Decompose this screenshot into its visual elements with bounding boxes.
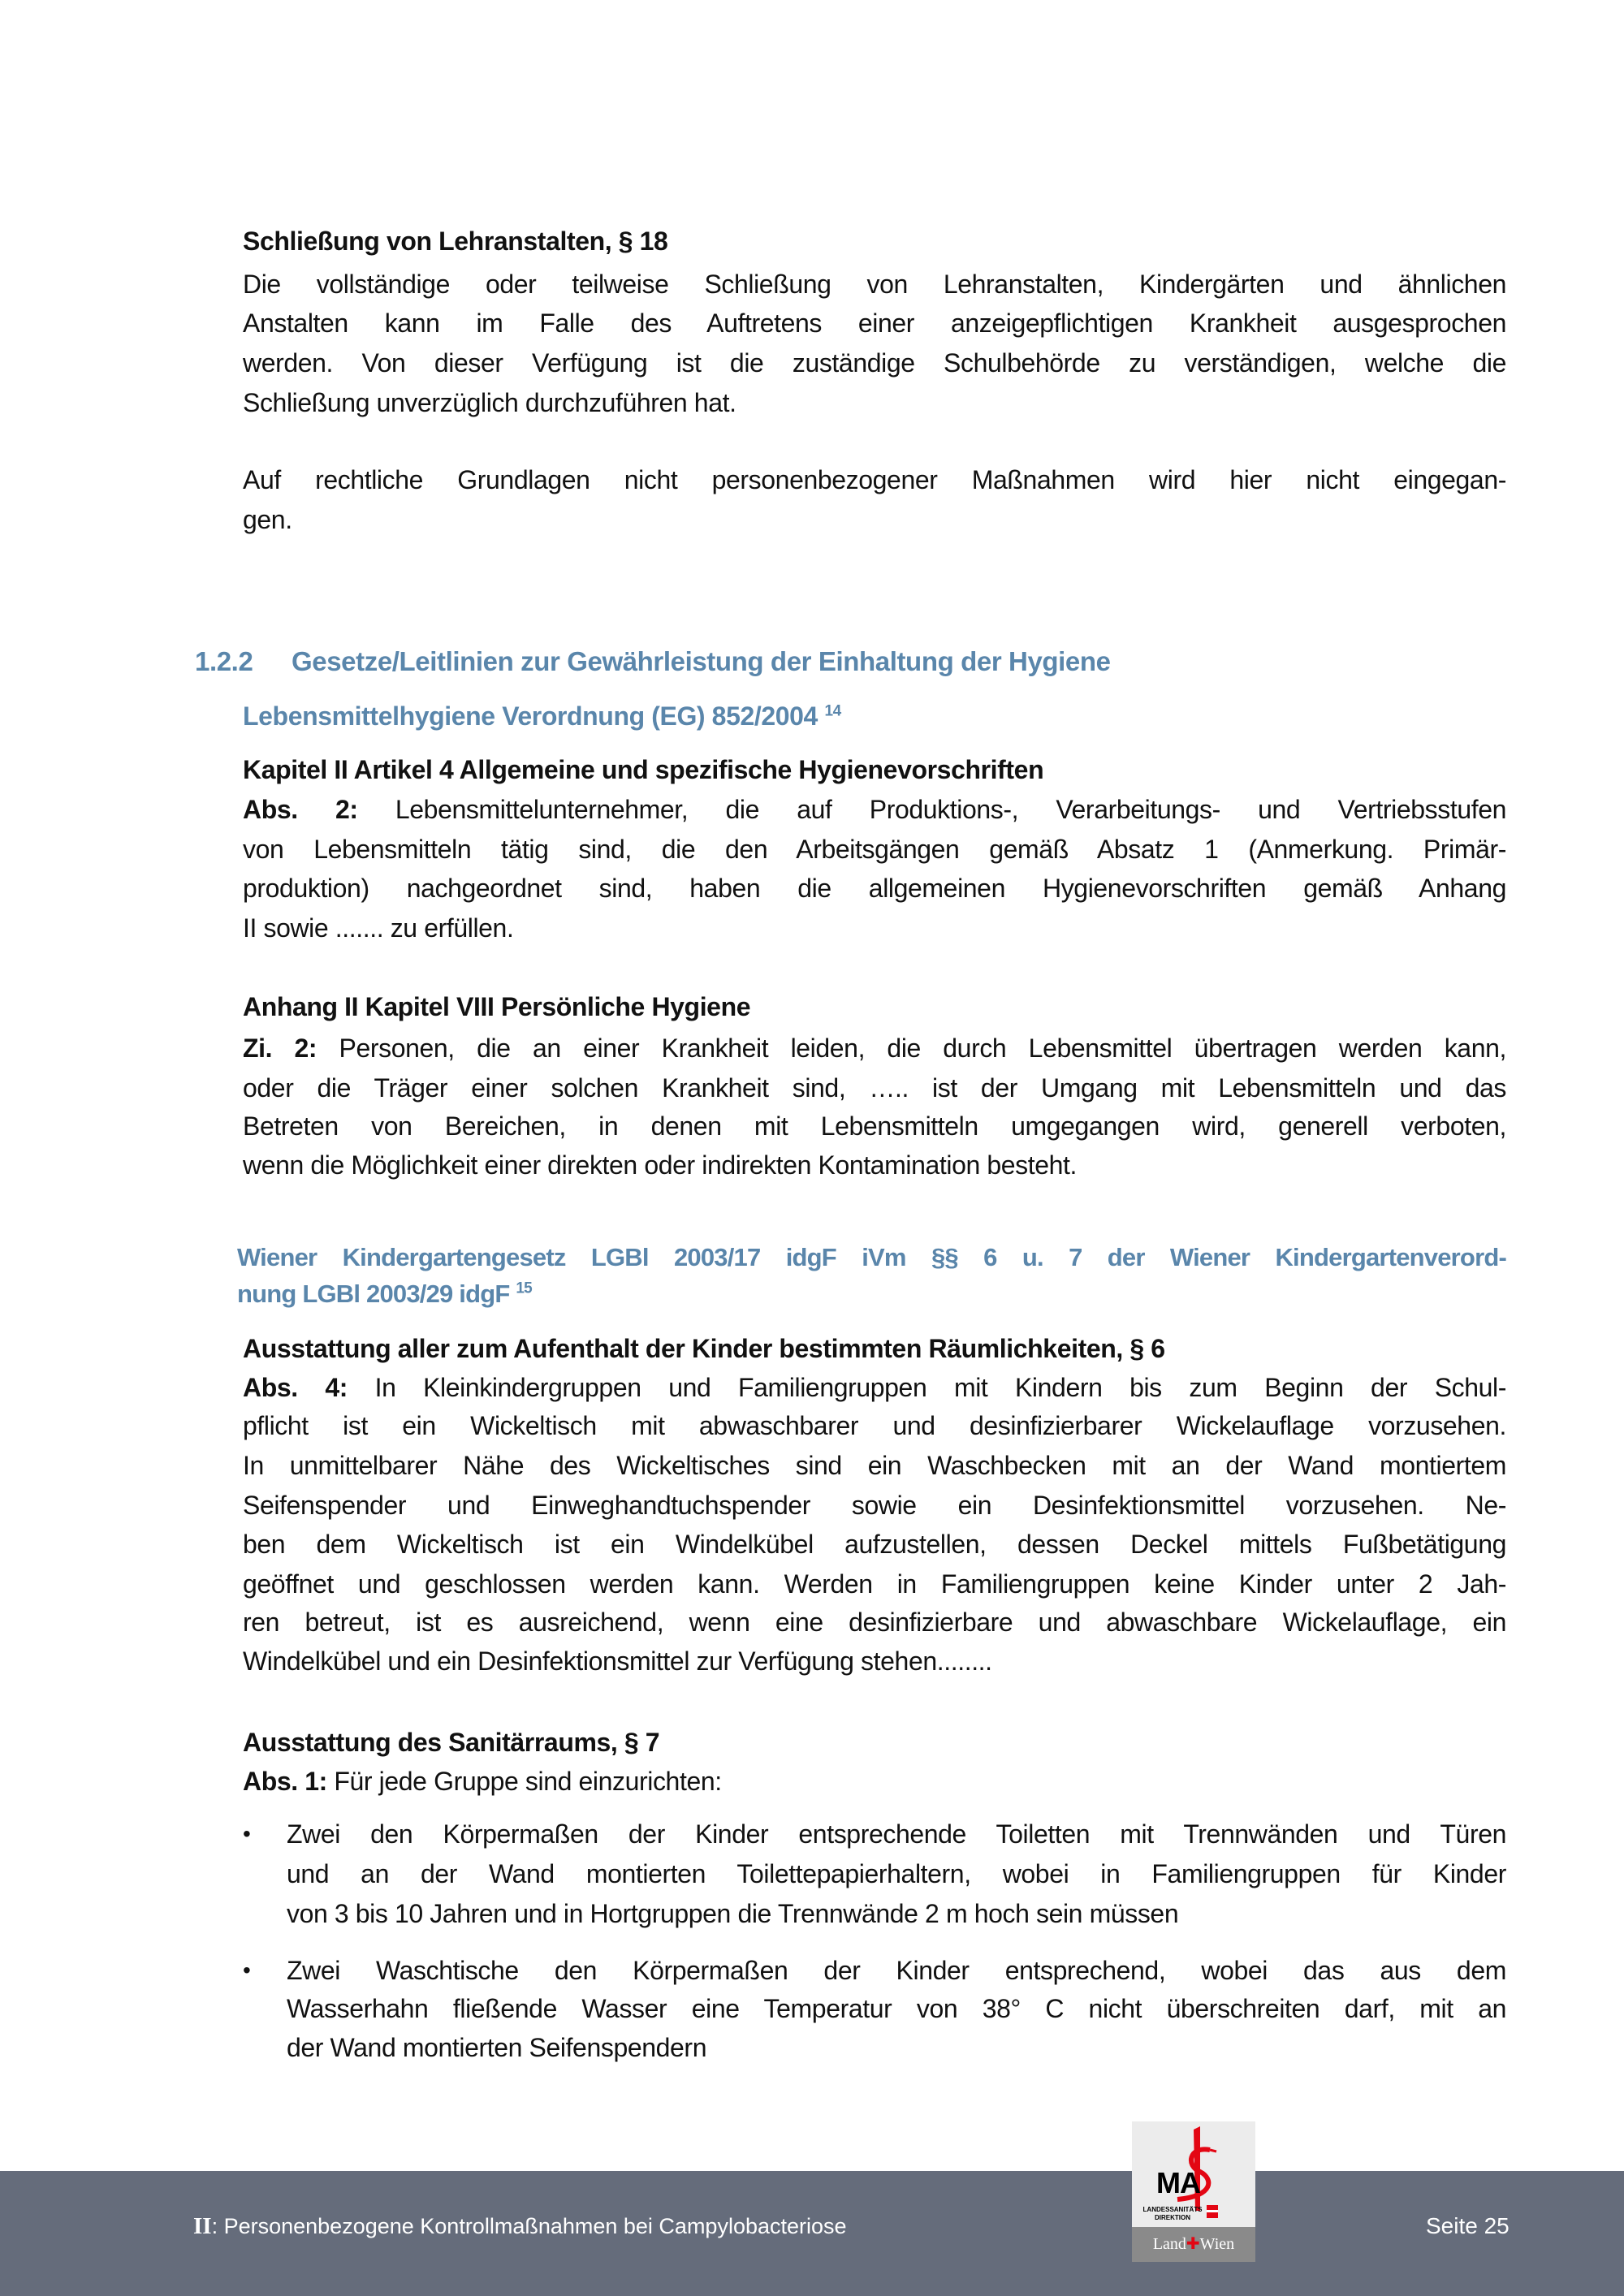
paragraph-label: Abs. 4: [243,1373,348,1402]
regulation-title: nung LGBl 2003/29 idgF [237,1280,510,1308]
paragraph-text: Für jede Gruppe sind einzurichten: [334,1767,722,1796]
paragraph-line: Windelkübel und ein Desinfektionsmittel zur Verfügung stehen........ [243,1646,992,1676]
footnote-ref[interactable]: 15 [516,1280,532,1297]
paragraph-line: gen. [243,505,292,534]
paragraph-line: Betreten von Bereichen, in denen mit Lebensmitteln umgegangen wird, generell verboten, [243,1111,1506,1141]
paragraph-line [243,1761,1506,1802]
article-title: Kapitel II Artikel 4 Allgemeine und spezifische Hygienevorschriften [243,755,1044,784]
article-title: Ausstattung des Sanitärraums, § 7 [243,1728,660,1757]
paragraph-line: Die vollständige oder teilweise Schließung von Lehranstalten, Kindergärten und ähnlichen [243,270,1506,299]
paragraph-line: wenn die Möglichkeit einer direkten oder indirekten Kontamination besteht. [243,1150,1078,1180]
paragraph-line [243,1028,1506,1068]
paragraph-line: oder die Träger einer solchen Krankheit sind, ….. ist der Umgang mit Lebensmitteln und das [243,1073,1506,1103]
article-title: Anhang II Kapitel VIII Persönliche Hygiene [243,992,751,1021]
paragraph-line: werden. Von dieser Verfügung ist die zuständige Schulbehörde zu verständigen, welche die [243,348,1506,378]
list-item-line: und an der Wand montierten Toilettepapierhaltern, wobei in Familiengruppen für Kinder [287,1859,1506,1888]
regulation-heading [243,696,1506,736]
footnote-ref[interactable]: 14 [824,702,841,720]
footer-part: II [193,2213,212,2239]
paragraph-text: Personen, die an einer Krankheit leiden, die durch Lebensmittel übertragen werden kann, [339,1034,1506,1063]
footer-title [193,2208,847,2244]
paragraph-line: Anstalten kann im Falle des Auftretens einer anzeigepflichtigen Krankheit ausgesprochen [243,309,1506,338]
section-number: 1.2.2 [195,646,253,676]
paragraph-line: geöffnet und geschlossen werden kann. Werden in Familiengruppen keine Kinder unter 2 Jah- [243,1569,1506,1599]
paragraph-label: Zi. 2: [243,1034,317,1063]
regulation-title: Lebensmittelhygiene Verordnung (EG) 852/2004 [243,701,818,731]
paragraph-line: von Lebensmitteln tätig sind, die den Arbeitsgängen gemäß Absatz 1 (Anmerkung. Primär- [243,835,1506,864]
page-number: Seite 25 [1426,2213,1510,2238]
regulation-heading: Wiener Kindergartengesetz LGBl 2003/17 idgF iVm §§ 6 u. 7 der Wiener Kindergartenverord- [237,1243,1506,1271]
paragraph-text: Lebensmittelunternehmer, die auf Produktions-, Verarbeitungs- und Vertriebsstufen [395,795,1506,824]
paragraph-line: II sowie ....... zu erfüllen. [243,913,514,943]
logo-ma: MA [1156,2166,1200,2199]
logo-brand: Land✚Wien [1152,2235,1235,2253]
paragraph-line [243,1367,1506,1408]
paragraph-line: Schließung unverzüglich durchzuführen hat. [243,388,736,417]
paragraph-line: produktion) nachgeordnet sind, haben die allgemeinen Hygienevorschriften gemäß Anhang [243,874,1506,903]
footer-chapter: : Personenbezogene Kontrollmaßnahmen bei Campylobacteriose [211,2214,847,2238]
paragraph-line: pflicht ist ein Wickeltisch mit abwaschbarer und desinfizierbarer Wickelauflage vorzusehen. [243,1411,1506,1440]
article-title: Ausstattung aller zum Aufenthalt der Kinder bestimmten Räumlichkeiten, § 6 [243,1334,1165,1363]
bullet-icon: • [243,1957,251,1983]
logo-text: LANDESSANITÄTS DIREKTION [1142,2206,1203,2221]
paragraph-line: Auf rechtliche Grundlagen nicht personenbezogener Maßnahmen wird hier nicht eingegan- [243,465,1506,494]
paragraph-label: Abs. 1: [243,1767,327,1796]
bullet-icon: • [243,1821,251,1846]
paragraph-line: ren betreut, ist es ausreichend, wenn eine desinfizierbare und abwaschbare Wickelauflage, ein [243,1608,1506,1637]
section-title: Schließung von Lehranstalten, § 18 [243,227,668,256]
list-item-line: von 3 bis 10 Jahren und in Hortgruppen die Trennwände 2 m hoch sein müssen [287,1899,1179,1928]
ma15-logo [1132,2121,1255,2262]
list-item-line: Wasserhahn fließende Wasser eine Temperatur von 38° C nicht überschreiten darf, mit an [287,1994,1506,2023]
regulation-heading [237,1274,1501,1314]
list-item-line: Zwei Waschtische den Körpermaßen der Kinder entsprechend, wobei das aus dem [287,1956,1506,1985]
list-item-line: Zwei den Körpermaßen der Kinder entsprechende Toiletten mit Trennwänden und Türen [287,1819,1506,1849]
paragraph-line: ben dem Wickeltisch ist ein Windelkübel aufzustellen, dessen Deckel mittels Fußbetätigung [243,1530,1506,1559]
list-item-line: der Wand montierten Seifenspendern [287,2033,707,2062]
paragraph-label: Abs. 2: [243,795,358,824]
paragraph-line [243,789,1506,830]
paragraph-line: In unmittelbarer Nähe des Wickeltisches sind ein Waschbecken mit an der Wand montiertem [243,1451,1506,1480]
paragraph-line: Seifenspender und Einweghandtuchspender sowie ein Desinfektionsmittel vorzusehen. Ne- [243,1491,1506,1520]
section-heading: Gesetze/Leitlinien zur Gewährleistung der Einhaltung der Hygiene [292,646,1111,676]
paragraph-text: In Kleinkindergruppen und Familiengruppen mit Kindern bis zum Beginn der Schul- [374,1373,1506,1402]
